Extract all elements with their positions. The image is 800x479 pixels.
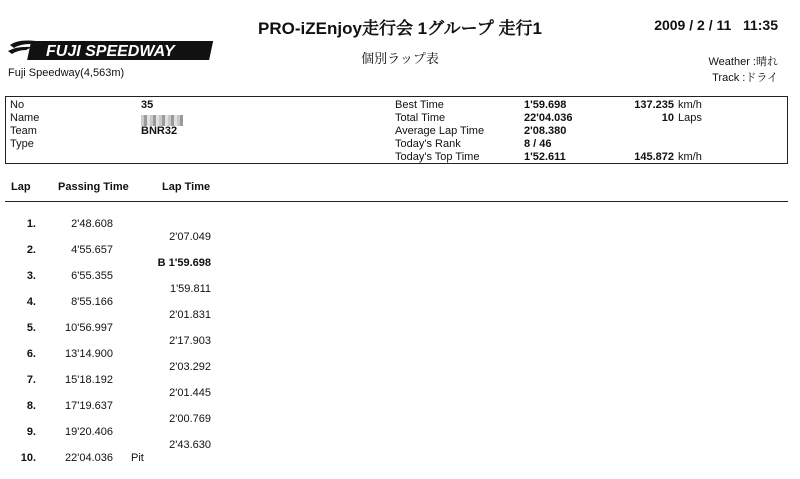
passing-time: 17'19.637	[65, 400, 113, 412]
avg-lap-label: Average Lap Time	[395, 125, 485, 137]
passing-time: 22'04.036	[65, 452, 113, 464]
passing-time: 8'55.166	[71, 296, 113, 308]
lap-time: 2'01.831	[169, 309, 211, 321]
no-value: 35	[141, 99, 154, 111]
report-time: 11:35	[742, 17, 778, 33]
circuit-name: Fuji Speedway(4,563m)	[8, 67, 125, 79]
lap-number: 6.	[26, 348, 36, 360]
lap-time: 2'01.445	[169, 387, 211, 399]
lap-column-header: Lap	[11, 181, 31, 193]
rank-label: Today's Rank	[395, 138, 461, 150]
report-title: PRO-iZEnjoy走行会 1グループ 走行1	[258, 19, 542, 38]
passing-time: 15'18.192	[65, 374, 113, 386]
passing-time: 19'20.406	[65, 426, 113, 438]
lap-time-column-header: Lap Time	[162, 181, 211, 193]
team-label: Team	[10, 125, 37, 137]
lap-number: 3.	[26, 270, 36, 282]
name-label: Name	[10, 112, 40, 124]
top-time-label: Today's Top Time	[395, 151, 480, 163]
pit-note: Pit	[131, 452, 144, 464]
lap-number: 9.	[26, 426, 36, 438]
lap-time: 2'03.292	[169, 361, 211, 373]
lap-time: 1'59.811	[169, 283, 211, 295]
passing-time: 13'14.900	[65, 348, 113, 360]
report-date: 2009 / 2 / 11	[654, 17, 732, 33]
avg-lap-value: 2'08.380	[524, 125, 567, 137]
rank-value: 8 / 46	[524, 138, 552, 150]
top-speed-unit: km/h	[678, 151, 702, 163]
best-speed-value: 137.235	[634, 99, 674, 111]
track-status: Track :ドライ	[712, 72, 778, 84]
lap-number: 2.	[26, 244, 36, 256]
best-time-label: Best Time	[395, 99, 444, 111]
best-lap-time: B 1'59.698	[157, 257, 211, 269]
best-time-value: 1'59.698	[524, 99, 567, 111]
logo-text: FUJI SPEEDWAY	[46, 43, 175, 60]
lap-time: 2'00.769	[169, 413, 211, 425]
lap-time: 2'17.903	[169, 335, 211, 347]
passing-time: 4'55.657	[71, 244, 113, 256]
team-value: BNR32	[141, 125, 178, 137]
lap-time: 2'43.630	[169, 439, 211, 451]
report-subtitle: 個別ラップ表	[361, 51, 439, 66]
lap-time: 2'07.049	[169, 231, 211, 243]
top-time-value: 1'52.611	[524, 151, 566, 163]
total-time-label: Total Time	[395, 112, 446, 124]
passing-time: 10'56.997	[65, 322, 113, 334]
lap-number: 1.	[26, 218, 36, 230]
report-datetime	[654, 17, 778, 33]
passing-time-column-header: Passing Time	[58, 181, 129, 193]
laps-unit: Laps	[678, 112, 702, 124]
type-label: Type	[10, 138, 34, 150]
no-label: No	[10, 99, 25, 111]
passing-time: 2'48.608	[71, 218, 113, 230]
total-time-value: 22'04.036	[524, 112, 573, 124]
weather-status: Weather :晴れ	[708, 56, 778, 68]
lap-number: 5.	[26, 322, 36, 334]
lap-number: 4.	[26, 296, 36, 308]
best-speed-unit: km/h	[678, 99, 702, 111]
lap-number: 7.	[26, 374, 36, 386]
passing-time: 6'55.355	[71, 270, 113, 282]
table-header-divider	[5, 201, 788, 202]
lap-number: 8.	[26, 400, 36, 412]
top-speed-value: 145.872	[634, 151, 674, 163]
laps-count: 10	[661, 112, 674, 124]
lap-number: 10.	[20, 452, 36, 464]
